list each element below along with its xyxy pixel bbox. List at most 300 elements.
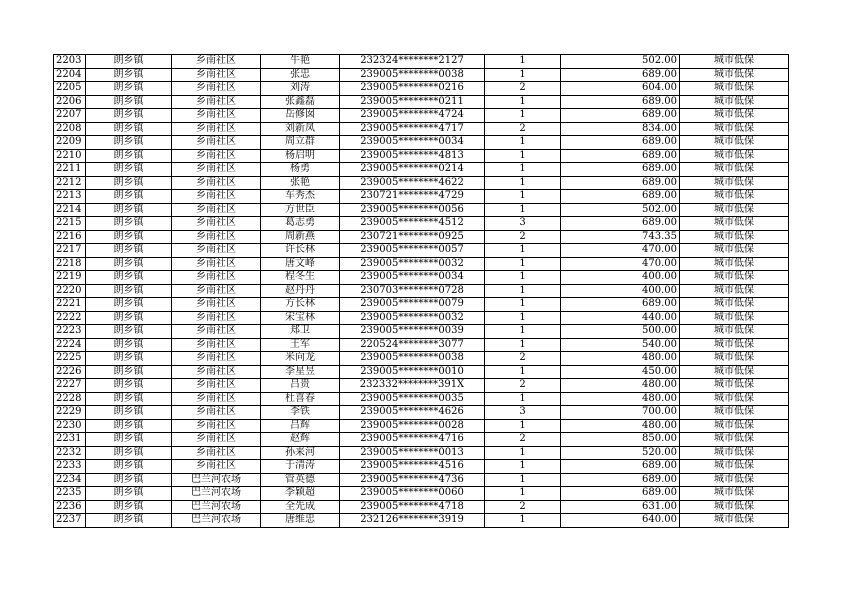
town-cell: 朗乡镇	[86, 136, 172, 150]
town-cell: 朗乡镇	[86, 325, 172, 339]
household-count-cell: 1	[485, 176, 561, 190]
table-row	[54, 325, 789, 339]
id-number-cell: 220524********3077	[340, 338, 485, 352]
row-number-cell: 2222	[54, 311, 86, 325]
amount-cell: 689.00	[561, 95, 680, 109]
table-row	[54, 365, 789, 379]
name-cell: 张鑫磊	[261, 95, 340, 109]
amount-cell: 689.00	[561, 217, 680, 231]
id-number-cell: 230721********4729	[340, 190, 485, 204]
assistance-type-cell: 城市低保	[680, 460, 789, 474]
amount-cell: 743.35	[561, 230, 680, 244]
table-row	[54, 257, 789, 271]
id-number-cell: 239005********0010	[340, 365, 485, 379]
table-row	[54, 95, 789, 109]
household-count-cell: 2	[485, 352, 561, 366]
community-cell: 乡南社区	[172, 176, 261, 190]
table-row	[54, 271, 789, 285]
town-cell: 朗乡镇	[86, 176, 172, 190]
table-row	[54, 149, 789, 163]
town-cell: 朗乡镇	[86, 163, 172, 177]
town-cell: 朗乡镇	[86, 203, 172, 217]
amount-cell: 689.00	[561, 190, 680, 204]
community-cell: 巴兰河农场	[172, 473, 261, 487]
table-row	[54, 379, 789, 393]
id-number-cell: 239005********0211	[340, 95, 485, 109]
town-cell: 朗乡镇	[86, 406, 172, 420]
assistance-type-cell: 城市低保	[680, 487, 789, 501]
table-row	[54, 55, 789, 69]
amount-cell: 834.00	[561, 122, 680, 136]
household-count-cell: 1	[485, 109, 561, 123]
row-number-cell: 2233	[54, 460, 86, 474]
assistance-type-cell: 城市低保	[680, 514, 789, 528]
assistance-type-cell: 城市低保	[680, 190, 789, 204]
amount-cell: 502.00	[561, 55, 680, 69]
household-count-cell: 1	[485, 68, 561, 82]
household-count-cell: 1	[485, 55, 561, 69]
row-number-cell: 2211	[54, 163, 86, 177]
assistance-type-cell: 城市低保	[680, 149, 789, 163]
household-count-cell: 1	[485, 136, 561, 150]
town-cell: 朗乡镇	[86, 446, 172, 460]
name-cell: 李铁	[261, 406, 340, 420]
town-cell: 朗乡镇	[86, 284, 172, 298]
household-count-cell: 2	[485, 379, 561, 393]
table-row	[54, 190, 789, 204]
amount-cell: 604.00	[561, 82, 680, 96]
amount-cell: 480.00	[561, 379, 680, 393]
id-number-cell: 239005********4813	[340, 149, 485, 163]
table-row	[54, 109, 789, 123]
id-number-cell: 239005********0057	[340, 244, 485, 258]
id-number-cell: 239005********0034	[340, 271, 485, 285]
community-cell: 乡南社区	[172, 55, 261, 69]
assistance-type-cell: 城市低保	[680, 95, 789, 109]
town-cell: 朗乡镇	[86, 392, 172, 406]
name-cell: 方世臣	[261, 203, 340, 217]
row-number-cell: 2224	[54, 338, 86, 352]
household-count-cell: 1	[485, 298, 561, 312]
id-number-cell: 239005********4516	[340, 460, 485, 474]
town-cell: 朗乡镇	[86, 500, 172, 514]
amount-cell: 689.00	[561, 68, 680, 82]
amount-cell: 689.00	[561, 176, 680, 190]
community-cell: 乡南社区	[172, 433, 261, 447]
town-cell: 朗乡镇	[86, 257, 172, 271]
household-count-cell: 1	[485, 244, 561, 258]
assistance-type-cell: 城市低保	[680, 55, 789, 69]
community-cell: 乡南社区	[172, 365, 261, 379]
community-cell: 乡南社区	[172, 311, 261, 325]
town-cell: 朗乡镇	[86, 217, 172, 231]
name-cell: 车秀杰	[261, 190, 340, 204]
community-cell: 乡南社区	[172, 217, 261, 231]
name-cell: 方长林	[261, 298, 340, 312]
name-cell: 牛艳	[261, 55, 340, 69]
row-number-cell: 2206	[54, 95, 86, 109]
community-cell: 巴兰河农场	[172, 487, 261, 501]
name-cell: 宋宝林	[261, 311, 340, 325]
row-number-cell: 2225	[54, 352, 86, 366]
household-count-cell: 1	[485, 487, 561, 501]
amount-cell: 470.00	[561, 257, 680, 271]
name-cell: 张艳	[261, 176, 340, 190]
household-count-cell: 1	[485, 338, 561, 352]
household-count-cell: 1	[485, 163, 561, 177]
table-row	[54, 446, 789, 460]
amount-cell: 470.00	[561, 244, 680, 258]
town-cell: 朗乡镇	[86, 244, 172, 258]
assistance-type-cell: 城市低保	[680, 284, 789, 298]
table-row	[54, 68, 789, 82]
row-number-cell: 2210	[54, 149, 86, 163]
town-cell: 朗乡镇	[86, 122, 172, 136]
household-count-cell: 3	[485, 217, 561, 231]
table-row	[54, 406, 789, 420]
table-row	[54, 460, 789, 474]
assistance-type-cell: 城市低保	[680, 122, 789, 136]
assistance-type-cell: 城市低保	[680, 352, 789, 366]
town-cell: 朗乡镇	[86, 95, 172, 109]
community-cell: 乡南社区	[172, 163, 261, 177]
household-count-cell: 1	[485, 203, 561, 217]
community-cell: 乡南社区	[172, 230, 261, 244]
assistance-type-cell: 城市低保	[680, 203, 789, 217]
household-count-cell: 1	[485, 284, 561, 298]
amount-cell: 400.00	[561, 271, 680, 285]
name-cell: 赵辉	[261, 433, 340, 447]
name-cell: 唐文峰	[261, 257, 340, 271]
community-cell: 乡南社区	[172, 446, 261, 460]
community-cell: 乡南社区	[172, 95, 261, 109]
row-number-cell: 2215	[54, 217, 86, 231]
town-cell: 朗乡镇	[86, 109, 172, 123]
row-number-cell: 2203	[54, 55, 86, 69]
name-cell: 米向龙	[261, 352, 340, 366]
row-number-cell: 2218	[54, 257, 86, 271]
amount-cell: 689.00	[561, 149, 680, 163]
community-cell: 乡南社区	[172, 109, 261, 123]
name-cell: 王军	[261, 338, 340, 352]
assistance-type-cell: 城市低保	[680, 163, 789, 177]
assistance-type-cell: 城市低保	[680, 109, 789, 123]
amount-cell: 500.00	[561, 325, 680, 339]
id-number-cell: 239005********4626	[340, 406, 485, 420]
assistance-type-cell: 城市低保	[680, 68, 789, 82]
name-cell: 吕辉	[261, 419, 340, 433]
town-cell: 朗乡镇	[86, 55, 172, 69]
community-cell: 乡南社区	[172, 392, 261, 406]
id-number-cell: 239005********0035	[340, 392, 485, 406]
row-number-cell: 2237	[54, 514, 86, 528]
amount-cell: 689.00	[561, 460, 680, 474]
town-cell: 朗乡镇	[86, 379, 172, 393]
assistance-type-cell: 城市低保	[680, 419, 789, 433]
name-cell: 全先成	[261, 500, 340, 514]
id-number-cell: 230721********0925	[340, 230, 485, 244]
row-number-cell: 2230	[54, 419, 86, 433]
amount-cell: 400.00	[561, 284, 680, 298]
household-count-cell: 1	[485, 473, 561, 487]
assistance-type-cell: 城市低保	[680, 338, 789, 352]
id-number-cell: 232126********3919	[340, 514, 485, 528]
table-row	[54, 163, 789, 177]
row-number-cell: 2207	[54, 109, 86, 123]
table-row	[54, 500, 789, 514]
assistance-type-cell: 城市低保	[680, 500, 789, 514]
table-row	[54, 122, 789, 136]
community-cell: 乡南社区	[172, 190, 261, 204]
community-cell: 巴兰河农场	[172, 514, 261, 528]
community-cell: 乡南社区	[172, 325, 261, 339]
community-cell: 乡南社区	[172, 82, 261, 96]
household-count-cell: 1	[485, 95, 561, 109]
town-cell: 朗乡镇	[86, 487, 172, 501]
community-cell: 乡南社区	[172, 460, 261, 474]
community-cell: 乡南社区	[172, 244, 261, 258]
roster-table	[53, 54, 789, 528]
name-cell: 李颖超	[261, 487, 340, 501]
id-number-cell: 239005********4716	[340, 433, 485, 447]
name-cell: 李星昱	[261, 365, 340, 379]
assistance-type-cell: 城市低保	[680, 406, 789, 420]
amount-cell: 502.00	[561, 203, 680, 217]
row-number-cell: 2235	[54, 487, 86, 501]
amount-cell: 540.00	[561, 338, 680, 352]
community-cell: 乡南社区	[172, 284, 261, 298]
row-number-cell: 2226	[54, 365, 86, 379]
row-number-cell: 2229	[54, 406, 86, 420]
community-cell: 乡南社区	[172, 298, 261, 312]
row-number-cell: 2232	[54, 446, 86, 460]
name-cell: 周立群	[261, 136, 340, 150]
assistance-type-cell: 城市低保	[680, 176, 789, 190]
amount-cell: 631.00	[561, 500, 680, 514]
town-cell: 朗乡镇	[86, 149, 172, 163]
id-number-cell: 239005********0060	[340, 487, 485, 501]
community-cell: 乡南社区	[172, 136, 261, 150]
community-cell: 乡南社区	[172, 379, 261, 393]
name-cell: 杨勇	[261, 163, 340, 177]
town-cell: 朗乡镇	[86, 68, 172, 82]
household-count-cell: 1	[485, 311, 561, 325]
row-number-cell: 2221	[54, 298, 86, 312]
town-cell: 朗乡镇	[86, 514, 172, 528]
name-cell: 管英德	[261, 473, 340, 487]
household-count-cell: 2	[485, 500, 561, 514]
assistance-type-cell: 城市低保	[680, 217, 789, 231]
name-cell: 唐维忠	[261, 514, 340, 528]
household-count-cell: 1	[485, 460, 561, 474]
household-count-cell: 2	[485, 82, 561, 96]
table-row	[54, 392, 789, 406]
household-count-cell: 1	[485, 149, 561, 163]
assistance-type-cell: 城市低保	[680, 82, 789, 96]
assistance-type-cell: 城市低保	[680, 392, 789, 406]
name-cell: 葛志勇	[261, 217, 340, 231]
amount-cell: 480.00	[561, 392, 680, 406]
row-number-cell: 2208	[54, 122, 86, 136]
assistance-type-cell: 城市低保	[680, 257, 789, 271]
community-cell: 乡南社区	[172, 257, 261, 271]
row-number-cell: 2223	[54, 325, 86, 339]
community-cell: 乡南社区	[172, 406, 261, 420]
town-cell: 朗乡镇	[86, 338, 172, 352]
amount-cell: 689.00	[561, 487, 680, 501]
id-number-cell: 239005********4724	[340, 109, 485, 123]
table-row	[54, 176, 789, 190]
name-cell: 赵丹丹	[261, 284, 340, 298]
household-count-cell: 1	[485, 419, 561, 433]
household-count-cell: 1	[485, 325, 561, 339]
id-number-cell: 239005********0013	[340, 446, 485, 460]
row-number-cell: 2217	[54, 244, 86, 258]
assistance-type-cell: 城市低保	[680, 244, 789, 258]
amount-cell: 640.00	[561, 514, 680, 528]
row-number-cell: 2219	[54, 271, 86, 285]
household-count-cell: 1	[485, 190, 561, 204]
town-cell: 朗乡镇	[86, 190, 172, 204]
table-row	[54, 203, 789, 217]
town-cell: 朗乡镇	[86, 419, 172, 433]
assistance-type-cell: 城市低保	[680, 365, 789, 379]
amount-cell: 689.00	[561, 109, 680, 123]
table-row	[54, 352, 789, 366]
name-cell: 于清涛	[261, 460, 340, 474]
id-number-cell: 232324********2127	[340, 55, 485, 69]
row-number-cell: 2213	[54, 190, 86, 204]
row-number-cell: 2236	[54, 500, 86, 514]
assistance-type-cell: 城市低保	[680, 311, 789, 325]
assistance-type-cell: 城市低保	[680, 136, 789, 150]
name-cell: 程冬生	[261, 271, 340, 285]
row-number-cell: 2209	[54, 136, 86, 150]
household-count-cell: 1	[485, 514, 561, 528]
household-count-cell: 1	[485, 365, 561, 379]
town-cell: 朗乡镇	[86, 433, 172, 447]
household-count-cell: 1	[485, 271, 561, 285]
household-count-cell: 1	[485, 392, 561, 406]
community-cell: 乡南社区	[172, 419, 261, 433]
assistance-type-cell: 城市低保	[680, 325, 789, 339]
name-cell: 孙来河	[261, 446, 340, 460]
table-row	[54, 298, 789, 312]
assistance-type-cell: 城市低保	[680, 298, 789, 312]
row-number-cell: 2220	[54, 284, 86, 298]
household-count-cell: 1	[485, 257, 561, 271]
id-number-cell: 239005********0214	[340, 163, 485, 177]
id-number-cell: 239005********0028	[340, 419, 485, 433]
id-number-cell: 239005********4717	[340, 122, 485, 136]
name-cell: 张忠	[261, 68, 340, 82]
name-cell: 岳修囡	[261, 109, 340, 123]
table-row	[54, 230, 789, 244]
name-cell: 郑卫	[261, 325, 340, 339]
amount-cell: 689.00	[561, 163, 680, 177]
table-row	[54, 433, 789, 447]
town-cell: 朗乡镇	[86, 230, 172, 244]
table-row	[54, 217, 789, 231]
id-number-cell: 239005********0079	[340, 298, 485, 312]
amount-cell: 450.00	[561, 365, 680, 379]
town-cell: 朗乡镇	[86, 473, 172, 487]
table-row	[54, 284, 789, 298]
community-cell: 乡南社区	[172, 352, 261, 366]
table-row	[54, 473, 789, 487]
id-number-cell: 239005********4736	[340, 473, 485, 487]
town-cell: 朗乡镇	[86, 460, 172, 474]
row-number-cell: 2204	[54, 68, 86, 82]
town-cell: 朗乡镇	[86, 271, 172, 285]
id-number-cell: 230703********0728	[340, 284, 485, 298]
row-number-cell: 2227	[54, 379, 86, 393]
id-number-cell: 239005********4622	[340, 176, 485, 190]
town-cell: 朗乡镇	[86, 352, 172, 366]
amount-cell: 440.00	[561, 311, 680, 325]
row-number-cell: 2216	[54, 230, 86, 244]
id-number-cell: 239005********0034	[340, 136, 485, 150]
community-cell: 乡南社区	[172, 149, 261, 163]
amount-cell: 850.00	[561, 433, 680, 447]
table-row	[54, 244, 789, 258]
community-cell: 巴兰河农场	[172, 500, 261, 514]
row-number-cell: 2214	[54, 203, 86, 217]
amount-cell: 689.00	[561, 136, 680, 150]
assistance-type-cell: 城市低保	[680, 230, 789, 244]
name-cell: 吕贵	[261, 379, 340, 393]
assistance-type-cell: 城市低保	[680, 433, 789, 447]
id-number-cell: 239005********0032	[340, 311, 485, 325]
id-number-cell: 239005********0056	[340, 203, 485, 217]
amount-cell: 689.00	[561, 473, 680, 487]
household-count-cell: 2	[485, 230, 561, 244]
id-number-cell: 239005********0032	[340, 257, 485, 271]
id-number-cell: 239005********0039	[340, 325, 485, 339]
town-cell: 朗乡镇	[86, 365, 172, 379]
row-number-cell: 2231	[54, 433, 86, 447]
row-number-cell: 2228	[54, 392, 86, 406]
community-cell: 乡南社区	[172, 203, 261, 217]
name-cell: 周新燕	[261, 230, 340, 244]
name-cell: 许长林	[261, 244, 340, 258]
name-cell: 刘涛	[261, 82, 340, 96]
name-cell: 杨启明	[261, 149, 340, 163]
id-number-cell: 239005********0038	[340, 68, 485, 82]
town-cell: 朗乡镇	[86, 298, 172, 312]
assistance-type-cell: 城市低保	[680, 271, 789, 285]
id-number-cell: 239005********0216	[340, 82, 485, 96]
amount-cell: 520.00	[561, 446, 680, 460]
household-count-cell: 2	[485, 433, 561, 447]
town-cell: 朗乡镇	[86, 311, 172, 325]
community-cell: 乡南社区	[172, 68, 261, 82]
table-row	[54, 311, 789, 325]
amount-cell: 689.00	[561, 298, 680, 312]
id-number-cell: 232332********391X	[340, 379, 485, 393]
household-count-cell: 3	[485, 406, 561, 420]
household-count-cell: 1	[485, 446, 561, 460]
community-cell: 乡南社区	[172, 271, 261, 285]
table-row	[54, 419, 789, 433]
assistance-type-cell: 城市低保	[680, 473, 789, 487]
table-row	[54, 82, 789, 96]
amount-cell: 480.00	[561, 419, 680, 433]
id-number-cell: 239005********4512	[340, 217, 485, 231]
community-cell: 乡南社区	[172, 338, 261, 352]
row-number-cell: 2234	[54, 473, 86, 487]
amount-cell: 480.00	[561, 352, 680, 366]
